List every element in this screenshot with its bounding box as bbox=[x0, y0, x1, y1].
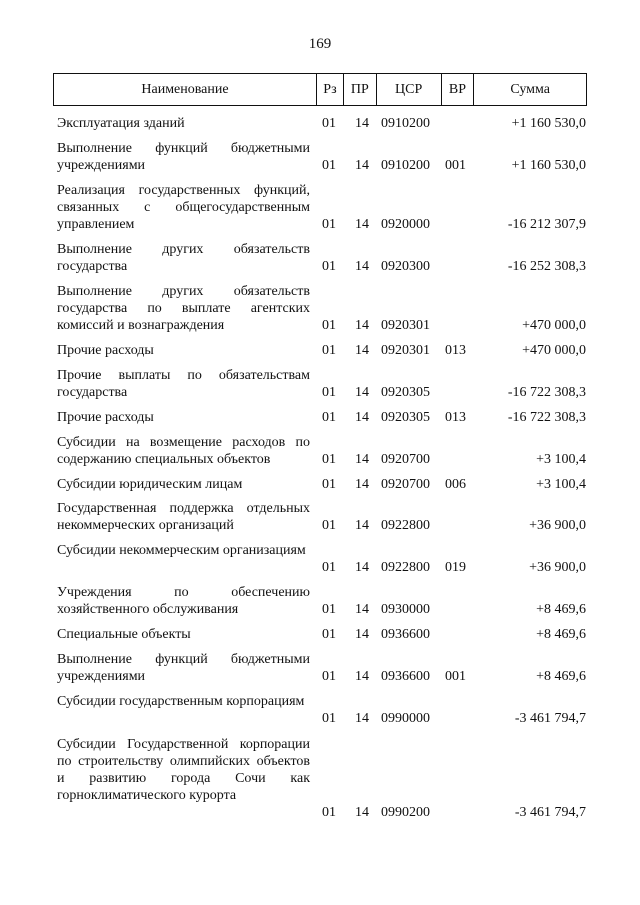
row-rz: 01 bbox=[322, 217, 336, 232]
row-rz: 01 bbox=[322, 518, 336, 533]
row-pr: 14 bbox=[355, 805, 369, 820]
row-sum: +3 100,4 bbox=[536, 477, 586, 492]
row-vr: 013 bbox=[445, 410, 466, 425]
row-name: Прочие выплаты по обязательствам государства bbox=[57, 368, 310, 400]
row-csr: 0920000 bbox=[381, 217, 430, 232]
row-name: Субсидии некоммерческим организациям bbox=[57, 543, 306, 558]
page-number: 169 bbox=[308, 36, 332, 52]
row-pr: 14 bbox=[355, 343, 369, 358]
row-vr: 006 bbox=[445, 477, 466, 492]
row-pr: 14 bbox=[355, 385, 369, 400]
row-sum: -16 212 307,9 bbox=[507, 217, 586, 232]
row-sum: +8 469,6 bbox=[536, 602, 586, 617]
row-sum: +3 100,4 bbox=[536, 452, 586, 467]
row-pr: 14 bbox=[355, 259, 369, 274]
row-vr: 001 bbox=[445, 669, 466, 684]
row-rz: 01 bbox=[322, 602, 336, 617]
row-pr: 14 bbox=[355, 477, 369, 492]
row-csr: 0920700 bbox=[381, 477, 430, 492]
row-name: Выполнение других обязательств государства bbox=[57, 242, 310, 274]
header-sum: Сумма bbox=[510, 81, 551, 97]
header-vr: ВР bbox=[442, 74, 475, 105]
row-vr: 013 bbox=[445, 343, 466, 358]
row-name: Субсидии на возмещение расходов по содержанию специальных объектов bbox=[57, 435, 310, 467]
row-sum: -3 461 794,7 bbox=[514, 711, 586, 726]
row-sum: -3 461 794,7 bbox=[514, 805, 586, 820]
row-csr: 0920305 bbox=[381, 410, 430, 425]
row-rz: 01 bbox=[322, 116, 336, 131]
row-rz: 01 bbox=[322, 669, 336, 684]
row-sum: +36 900,0 bbox=[529, 518, 586, 533]
row-rz: 01 bbox=[322, 711, 336, 726]
row-pr: 14 bbox=[355, 318, 369, 333]
row-sum: +470 000,0 bbox=[522, 318, 586, 333]
row-name: Специальные объекты bbox=[57, 627, 191, 642]
row-rz: 01 bbox=[322, 805, 336, 820]
row-rz: 01 bbox=[322, 259, 336, 274]
row-pr: 14 bbox=[355, 560, 369, 575]
row-csr: 0922800 bbox=[381, 518, 430, 533]
row-csr: 0920300 bbox=[381, 259, 430, 274]
row-csr: 0920301 bbox=[381, 318, 430, 333]
row-pr: 14 bbox=[355, 410, 369, 425]
row-pr: 14 bbox=[355, 158, 369, 173]
row-csr: 0936600 bbox=[381, 669, 430, 684]
row-sum: -16 252 308,3 bbox=[507, 259, 586, 274]
row-name: Прочие расходы bbox=[57, 410, 154, 425]
row-name: Субсидии государственным корпорациям bbox=[57, 694, 305, 709]
row-pr: 14 bbox=[355, 217, 369, 232]
row-csr: 0922800 bbox=[381, 560, 430, 575]
header-pr: ПР bbox=[344, 74, 377, 105]
row-rz: 01 bbox=[322, 560, 336, 575]
row-sum: +8 469,6 bbox=[536, 669, 586, 684]
row-pr: 14 bbox=[355, 627, 369, 642]
row-pr: 14 bbox=[355, 602, 369, 617]
row-sum: +8 469,6 bbox=[536, 627, 586, 642]
row-csr: 0920305 bbox=[381, 385, 430, 400]
row-name: Выполнение функций бюджетными учреждениями bbox=[57, 652, 310, 684]
row-name: Выполнение других обязательств государства по выплате агентских комиссий и вознаграждения bbox=[57, 284, 310, 333]
row-rz: 01 bbox=[322, 477, 336, 492]
row-rz: 01 bbox=[322, 385, 336, 400]
row-name: Прочие расходы bbox=[57, 343, 154, 358]
row-name: Эксплуатация зданий bbox=[57, 116, 185, 131]
row-pr: 14 bbox=[355, 711, 369, 726]
row-rz: 01 bbox=[322, 318, 336, 333]
row-csr: 0990000 bbox=[381, 711, 430, 726]
row-sum: +1 160 530,0 bbox=[511, 158, 586, 173]
row-name: Реализация государственных функций, связанных с общегосударственным управлением bbox=[57, 183, 310, 232]
row-rz: 01 bbox=[322, 158, 336, 173]
header-csr: ЦСР bbox=[377, 74, 442, 105]
row-rz: 01 bbox=[322, 452, 336, 467]
row-sum: -16 722 308,3 bbox=[507, 410, 586, 425]
row-pr: 14 bbox=[355, 452, 369, 467]
row-rz: 01 bbox=[322, 627, 336, 642]
header-rz: Рз bbox=[317, 74, 344, 105]
row-sum: +36 900,0 bbox=[529, 560, 586, 575]
row-name: Субсидии юридическим лицам bbox=[57, 477, 243, 492]
row-name: Выполнение функций бюджетными учреждениями bbox=[57, 141, 310, 173]
row-vr: 019 bbox=[445, 560, 466, 575]
row-csr: 0930000 bbox=[381, 602, 430, 617]
row-csr: 0910200 bbox=[381, 158, 430, 173]
row-csr: 0910200 bbox=[381, 116, 430, 131]
row-pr: 14 bbox=[355, 518, 369, 533]
row-csr: 0936600 bbox=[381, 627, 430, 642]
row-sum: -16 722 308,3 bbox=[507, 385, 586, 400]
row-sum: +470 000,0 bbox=[522, 343, 586, 358]
row-name: Учреждения по обеспечению хозяйственного обслуживания bbox=[57, 585, 310, 617]
row-rz: 01 bbox=[322, 343, 336, 358]
table-header bbox=[53, 73, 587, 106]
row-rz: 01 bbox=[322, 410, 336, 425]
row-name: Государственная поддержка отдельных некоммерческих организаций bbox=[57, 501, 310, 533]
row-csr: 0920700 bbox=[381, 452, 430, 467]
row-csr: 0920301 bbox=[381, 343, 430, 358]
row-csr: 0990200 bbox=[381, 805, 430, 820]
row-sum: +1 160 530,0 bbox=[511, 116, 586, 131]
header-name: Наименование bbox=[54, 74, 317, 105]
row-pr: 14 bbox=[355, 669, 369, 684]
row-vr: 001 bbox=[445, 158, 466, 173]
row-name: Субсидии Государственной корпорации по строительству олимпийских объектов и развитию города Сочи как горноклиматического курорта bbox=[57, 737, 310, 803]
row-pr: 14 bbox=[355, 116, 369, 131]
